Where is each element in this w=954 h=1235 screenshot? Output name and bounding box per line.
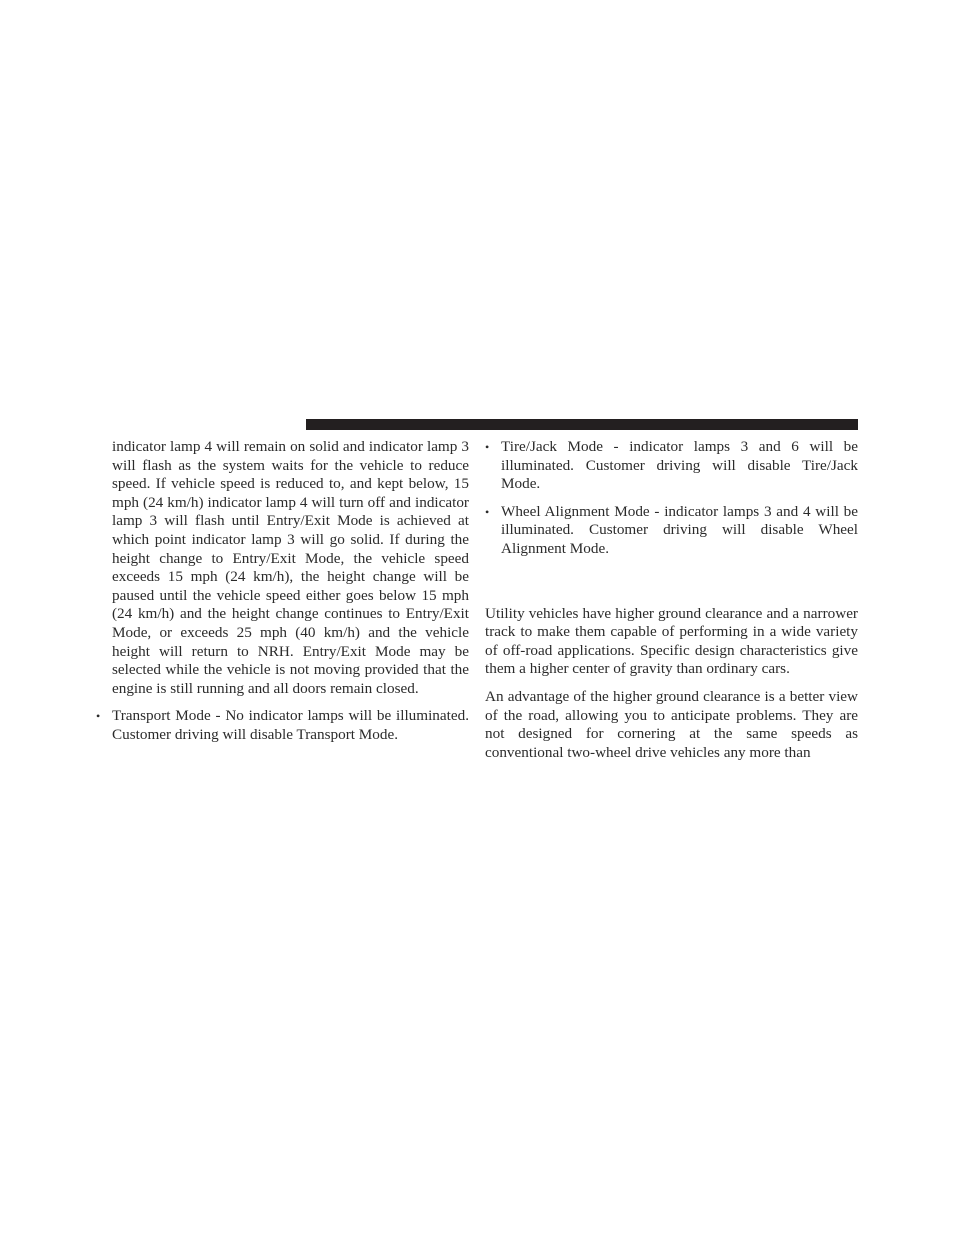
bullet-transport-mode xyxy=(96,707,469,744)
bullet-tire-jack-mode xyxy=(485,438,858,494)
body-paragraph-2: An advantage of the higher ground clearance is a better view of the road, allowing you to anticipate problems. They are not designed for cornering at the same speeds as conventional two-wheel drive vehicles any more than xyxy=(485,687,858,761)
left-column xyxy=(96,438,469,745)
bullet-wheel-alignment-mode xyxy=(485,503,858,559)
body-paragraph-1: Utility vehicles have higher ground clearance and a narrower track to make them capable of performing in a wide variety of off-road applications. Specific design characteristics give them a higher center of gravity than ordinary cars. xyxy=(485,604,858,678)
bullet-glyph: • xyxy=(485,504,490,519)
bullet-text: Wheel Alignment Mode - indicator lamps 3 and 4 will be illuminated. Customer driving will disable Wheel Alignment Mode. xyxy=(501,502,858,557)
bullet-glyph: • xyxy=(485,440,490,454)
bullet-text: Tire/Jack Mode - indicator lamps 3 and 6 will be illuminated. Customer driving will disable Tire/Jack Mode. xyxy=(501,438,858,493)
bullet-glyph: • xyxy=(96,709,101,724)
right-column xyxy=(485,438,858,762)
bullet-text: Transport Mode - No indicator lamps will be illuminated. Customer driving will disable Transport Mode. xyxy=(112,707,469,743)
continued-paragraph: indicator lamp 4 will remain on solid and indicator lamp 3 will flash as the system waits for the vehicle to reduce speed. If vehicle speed is reduced to, and kept below, 15 mph (24 km/h) indicator lamp 4 will turn off and indicator lamp 3 will flash until Entry/Exit Mode is achieved at which point indicator lamp 3 will go solid. If during the height change to Entry/Exit Mode, the vehicle speed exceeds 15 mph (24 km/h), the height change will be paused until the vehicle speed either goes below 15 mph (24 km/h) and the height change continues to Entry/Exit Mode, or exceeds 25 mph (40 km/h) and the vehicle height will return to NRH. Entry/Exit Mode may be selected while the vehicle is not moving provided that the engine is still running and all doors remain closed. xyxy=(112,438,469,697)
header-rule xyxy=(306,419,858,430)
